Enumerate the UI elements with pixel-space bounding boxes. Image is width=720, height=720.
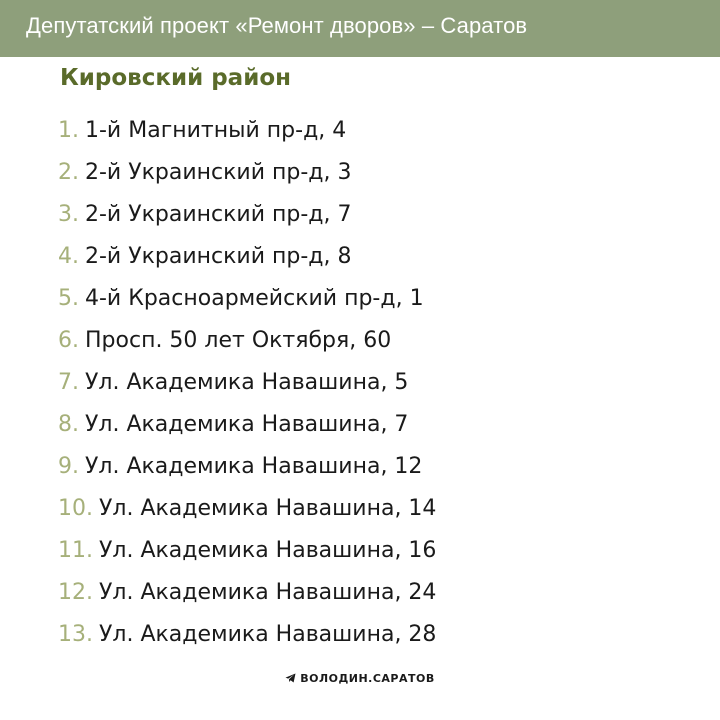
list-item-number: 2. (58, 160, 79, 185)
telegram-send-icon (285, 673, 296, 686)
list-item (58, 110, 436, 152)
page-title: Депутатский проект «Ремонт дворов» – Саратов (26, 13, 528, 38)
list-item-address: 4-й Красноармейский пр-д, 1 (85, 286, 424, 311)
list-item-number: 4. (58, 244, 79, 269)
list-item (58, 278, 436, 320)
list-item-number: 12. (58, 580, 93, 605)
list-item-number: 9. (58, 454, 79, 479)
list-item (58, 488, 436, 530)
list-item-address: 2-й Украинский пр-д, 3 (85, 160, 352, 185)
address-list (58, 110, 436, 656)
list-item-address: Ул. Академика Навашина, 16 (99, 538, 437, 563)
list-item-number: 1. (58, 118, 79, 143)
list-item-address: 2-й Украинский пр-д, 8 (85, 244, 352, 269)
list-item-address: Просп. 50 лет Октября, 60 (85, 328, 392, 353)
header-banner (0, 0, 720, 57)
list-item (58, 404, 436, 446)
list-item (58, 572, 436, 614)
list-item-number: 8. (58, 412, 79, 437)
list-item-address: Ул. Академика Навашина, 5 (85, 370, 409, 395)
list-item-address: 1-й Магнитный пр-д, 4 (85, 118, 347, 143)
list-item-address: Ул. Академика Навашина, 28 (99, 622, 437, 647)
list-item-number: 13. (58, 622, 93, 647)
list-item (58, 446, 436, 488)
list-item-number: 7. (58, 370, 79, 395)
list-item-address: Ул. Академика Навашина, 24 (99, 580, 437, 605)
list-item (58, 362, 436, 404)
footer-brand-label: ВОЛОДИН.САРАТОВ (300, 672, 435, 685)
list-item-number: 3. (58, 202, 79, 227)
list-item-address: Ул. Академика Навашина, 12 (85, 454, 423, 479)
list-item-address: Ул. Академика Навашина, 7 (85, 412, 409, 437)
footer-brand[interactable] (0, 672, 720, 686)
list-item (58, 530, 436, 572)
list-item (58, 152, 436, 194)
list-item-address: Ул. Академика Навашина, 14 (99, 496, 437, 521)
list-item (58, 236, 436, 278)
list-item (58, 194, 436, 236)
list-item-number: 10. (58, 496, 93, 521)
list-item-number: 5. (58, 286, 79, 311)
list-item-number: 6. (58, 328, 79, 353)
list-item-number: 11. (58, 538, 93, 563)
district-title: Кировский район (60, 65, 292, 91)
list-item-address: 2-й Украинский пр-д, 7 (85, 202, 352, 227)
list-item (58, 614, 436, 656)
list-item (58, 320, 436, 362)
